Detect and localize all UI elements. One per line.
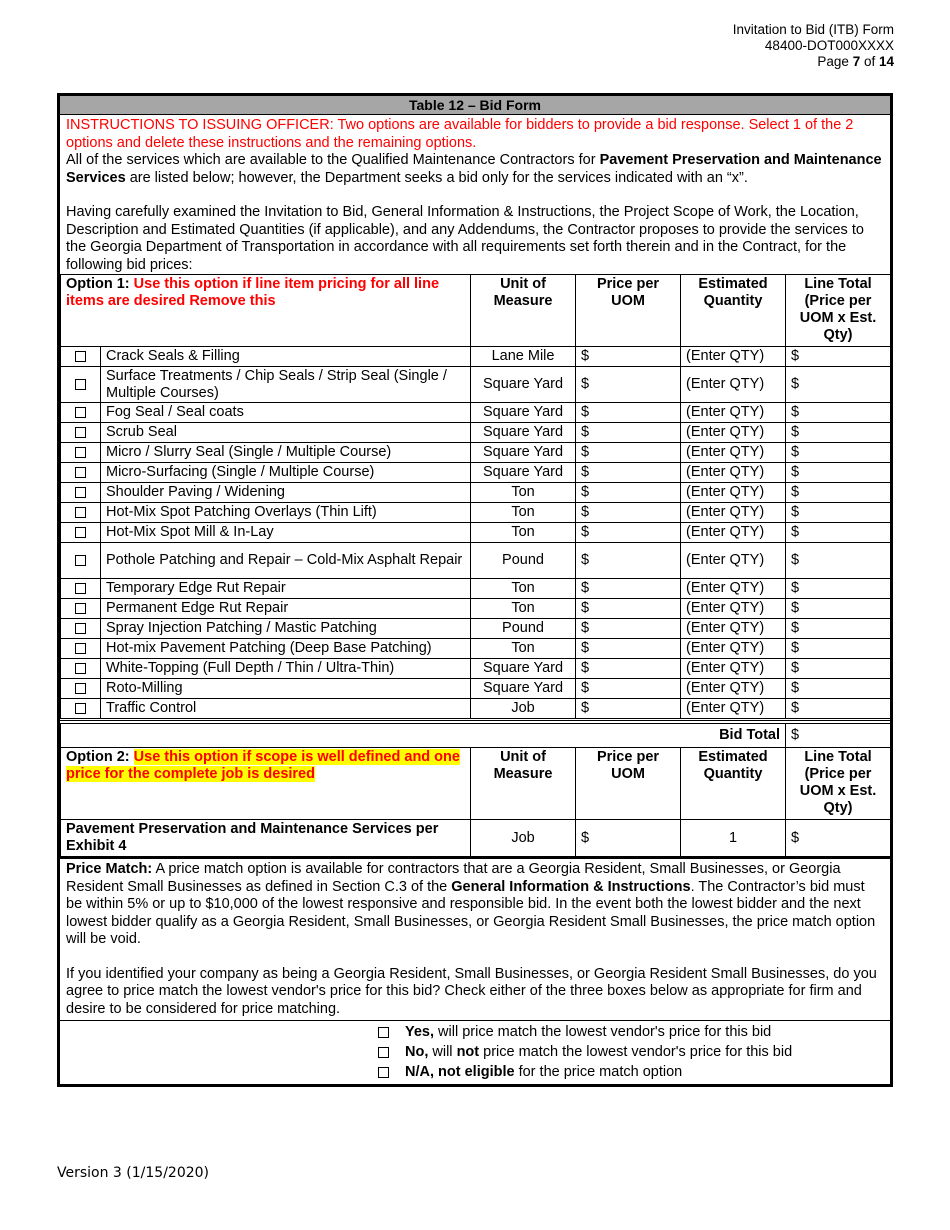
item-name: Scrub Seal [101, 423, 471, 443]
item-qty[interactable]: (Enter QTY) [681, 463, 786, 483]
table-row [61, 599, 891, 619]
item-uom: Square Yard [471, 659, 576, 679]
item-price[interactable]: $ [576, 639, 681, 659]
option2-service-name: Pavement Preservation and Maintenance Services per Exhibit 4 [61, 820, 471, 857]
price-match-choices [60, 1020, 890, 1084]
services-paragraph: All of the services which are available to the Qualified Maintenance Contractors for Pavement Preservation and Maintenance Services are listed below; however, the Department seeks a bid only for the services indicated with an “x”. [66, 152, 882, 186]
item-name: Micro-Surfacing (Single / Multiple Course) [101, 463, 471, 483]
table-row [61, 659, 891, 679]
item-total[interactable]: $ [786, 483, 891, 503]
form-number: 48400-DOT000XXXX [764, 38, 894, 53]
item-uom: Square Yard [471, 367, 576, 403]
option2-total[interactable]: $ [786, 820, 891, 857]
col-unit-of-measure: Unit of Measure [471, 275, 576, 347]
item-qty[interactable]: (Enter QTY) [681, 699, 786, 720]
item-uom: Pound [471, 619, 576, 639]
item-qty[interactable]: (Enter QTY) [681, 367, 786, 403]
version-footer: Version 3 (1/15/2020) [57, 1165, 209, 1181]
item-total[interactable]: $ [786, 619, 891, 639]
bid-total-label: Bid Total [61, 724, 786, 748]
col-estimated-quantity: Estimated Quantity [681, 275, 786, 347]
item-uom: Lane Mile [471, 347, 576, 367]
item-qty[interactable]: (Enter QTY) [681, 543, 786, 579]
item-price[interactable]: $ [576, 483, 681, 503]
item-qty[interactable]: (Enter QTY) [681, 483, 786, 503]
item-name: Fog Seal / Seal coats [101, 403, 471, 423]
option2-row [61, 820, 891, 857]
item-total[interactable]: $ [786, 523, 891, 543]
item-qty[interactable]: (Enter QTY) [681, 599, 786, 619]
item-name: Hot-Mix Spot Patching Overlays (Thin Lift) [101, 503, 471, 523]
item-total[interactable]: $ [786, 599, 891, 619]
option1-label: Option 1: Use this option if line item pricing for all line items are desired Remove this [61, 275, 471, 347]
item-total[interactable]: $ [786, 639, 891, 659]
col-price-per-uom: Price per UOM [576, 275, 681, 347]
table-row [61, 639, 891, 659]
item-qty[interactable]: (Enter QTY) [681, 679, 786, 699]
item-name: Crack Seals & Filling [101, 347, 471, 367]
page-number: Page 7 of 14 [817, 54, 894, 69]
item-price[interactable]: $ [576, 347, 681, 367]
item-name: Permanent Edge Rut Repair [101, 599, 471, 619]
item-checkbox[interactable] [75, 467, 86, 478]
item-uom: Square Yard [471, 443, 576, 463]
item-total[interactable]: $ [786, 543, 891, 579]
item-total[interactable]: $ [786, 367, 891, 403]
item-total[interactable]: $ [786, 463, 891, 483]
table-row [61, 699, 891, 720]
item-uom: Square Yard [471, 403, 576, 423]
item-uom: Ton [471, 579, 576, 599]
item-uom: Square Yard [471, 423, 576, 443]
table-row [61, 483, 891, 503]
item-total[interactable]: $ [786, 679, 891, 699]
item-qty[interactable]: (Enter QTY) [681, 619, 786, 639]
table-row [61, 579, 891, 599]
table-row [61, 463, 891, 483]
table-row [61, 679, 891, 699]
table-row [61, 443, 891, 463]
item-name: Roto-Milling [101, 679, 471, 699]
item-qty[interactable]: (Enter QTY) [681, 639, 786, 659]
item-total[interactable]: $ [786, 659, 891, 679]
item-checkbox[interactable] [75, 643, 86, 654]
item-checkbox[interactable] [75, 447, 86, 458]
item-price[interactable]: $ [576, 543, 681, 579]
form-title: Invitation to Bid (ITB) Form [732, 22, 894, 37]
item-price[interactable]: $ [576, 659, 681, 679]
item-price[interactable]: $ [576, 463, 681, 483]
bid-form-table [57, 93, 893, 1087]
item-uom: Job [471, 699, 576, 720]
item-total[interactable]: $ [786, 579, 891, 599]
item-uom: Square Yard [471, 679, 576, 699]
item-checkbox[interactable] [75, 583, 86, 594]
option2-header-row [61, 748, 891, 820]
table-row [61, 423, 891, 443]
item-price[interactable]: $ [576, 679, 681, 699]
option2-uom: Job [471, 820, 576, 857]
table-row [61, 619, 891, 639]
item-checkbox[interactable] [75, 603, 86, 614]
bid-total-row [61, 724, 891, 748]
item-checkbox[interactable] [75, 379, 86, 390]
item-price[interactable]: $ [576, 523, 681, 543]
item-total[interactable]: $ [786, 699, 891, 720]
item-name: Temporary Edge Rut Repair [101, 579, 471, 599]
col-line-total: Line Total (Price per UOM x Est. Qty) [786, 748, 891, 820]
item-price[interactable]: $ [576, 503, 681, 523]
item-uom: Ton [471, 639, 576, 659]
item-checkbox[interactable] [75, 527, 86, 538]
item-qty[interactable]: (Enter QTY) [681, 347, 786, 367]
item-total[interactable]: $ [786, 443, 891, 463]
item-total[interactable]: $ [786, 347, 891, 367]
item-checkbox[interactable] [75, 407, 86, 418]
table-row [61, 503, 891, 523]
item-uom: Ton [471, 523, 576, 543]
item-uom: Pound [471, 543, 576, 579]
item-qty[interactable]: (Enter QTY) [681, 659, 786, 679]
item-name: Surface Treatments / Chip Seals / Strip Seal (Single / Multiple Courses) [101, 367, 471, 403]
col-estimated-quantity: Estimated Quantity [681, 748, 786, 820]
item-checkbox[interactable] [75, 555, 86, 566]
item-name: Micro / Slurry Seal (Single / Multiple Course) [101, 443, 471, 463]
item-total[interactable]: $ [786, 403, 891, 423]
intro-text [60, 115, 890, 274]
item-total[interactable]: $ [786, 423, 891, 443]
item-uom: Ton [471, 599, 576, 619]
item-price[interactable]: $ [576, 699, 681, 720]
item-qty[interactable]: (Enter QTY) [681, 579, 786, 599]
item-qty[interactable]: (Enter QTY) [681, 423, 786, 443]
col-line-total: Line Total (Price per UOM x Est. Qty) [786, 275, 891, 347]
table-row [61, 523, 891, 543]
item-checkbox[interactable] [75, 487, 86, 498]
price-match-section [60, 857, 890, 1020]
examined-paragraph: Having carefully examined the Invitation to Bid, General Information & Instructions, the Project Scope of Work, the Location, Description and Estimated Quantities (if applicable), and any Addendums, the Contractor proposes to provide the services to the Georgia Department of Transportation in accordance with all requirements set forth therein and in the Contract, for the following bid prices: [66, 204, 864, 273]
item-qty[interactable]: (Enter QTY) [681, 403, 786, 423]
item-checkbox[interactable] [75, 427, 86, 438]
table-row [61, 543, 891, 579]
bid-total-value[interactable]: $ [786, 724, 891, 748]
choice-no[interactable]: No, will not price match the lowest vendor's price for this bid [378, 1042, 890, 1062]
item-qty[interactable]: (Enter QTY) [681, 523, 786, 543]
item-price[interactable]: $ [576, 443, 681, 463]
item-price[interactable]: $ [576, 579, 681, 599]
option1-table [60, 274, 891, 857]
item-price[interactable]: $ [576, 367, 681, 403]
na-checkbox[interactable] [378, 1067, 389, 1078]
issuing-officer-instructions: INSTRUCTIONS TO ISSUING OFFICER: Two options are available for bidders to provide a bid response. Select 1 of the 2 options and delete these instructions and the remaining options. [66, 117, 854, 151]
item-price[interactable]: $ [576, 599, 681, 619]
item-checkbox[interactable] [75, 351, 86, 362]
item-uom: Ton [471, 483, 576, 503]
item-name: Hot-mix Pavement Patching (Deep Base Patching) [101, 639, 471, 659]
page-header [733, 22, 894, 70]
option2-qty: 1 [681, 820, 786, 857]
item-checkbox[interactable] [75, 663, 86, 674]
item-qty[interactable]: (Enter QTY) [681, 443, 786, 463]
item-checkbox[interactable] [75, 683, 86, 694]
item-uom: Ton [471, 503, 576, 523]
item-name: Traffic Control [101, 699, 471, 720]
item-uom: Square Yard [471, 463, 576, 483]
item-total[interactable]: $ [786, 503, 891, 523]
item-checkbox[interactable] [75, 623, 86, 634]
price-match-paragraph: Price Match: A price match option is available for contractors that are a Georgia Resident, Small Businesses, or Georgia Resident Small Businesses as defined in Section C.3 of the General Information & Instructions. The Contractor’s bid must be within 5% or up to $10,000 of the lowest responsive and responsible bid. In the event both the lowest bidder and the next lowest bidder qualify as a Georgia Resident, Small Businesses, or Georgia Resident Small Businesses, the price match option will be void. [66, 861, 876, 947]
option1-header-row [61, 275, 891, 347]
item-price[interactable]: $ [576, 619, 681, 639]
item-price[interactable]: $ [576, 403, 681, 423]
item-name: White-Topping (Full Depth / Thin / Ultra-Thin) [101, 659, 471, 679]
item-name: Hot-Mix Spot Mill & In-Lay [101, 523, 471, 543]
item-name: Shoulder Paving / Widening [101, 483, 471, 503]
no-checkbox[interactable] [378, 1047, 389, 1058]
item-checkbox[interactable] [75, 703, 86, 714]
table-row [61, 403, 891, 423]
choice-na[interactable]: N/A, not eligible for the price match option [378, 1062, 890, 1082]
col-unit-of-measure: Unit of Measure [471, 748, 576, 820]
item-qty[interactable]: (Enter QTY) [681, 503, 786, 523]
item-name: Pothole Patching and Repair – Cold-Mix Asphalt Repair [101, 543, 471, 579]
table-row [61, 367, 891, 403]
option2-label: Option 2: Use this option if scope is well defined and one price for the complete job is desired [61, 748, 471, 820]
item-price[interactable]: $ [576, 423, 681, 443]
table-row [61, 347, 891, 367]
col-price-per-uom: Price per UOM [576, 748, 681, 820]
choice-yes[interactable]: Yes, will price match the lowest vendor's price for this bid [378, 1022, 890, 1042]
yes-checkbox[interactable] [378, 1027, 389, 1038]
table-title: Table 12 – Bid Form [60, 96, 890, 115]
option2-price[interactable]: $ [576, 820, 681, 857]
price-match-question: If you identified your company as being a Georgia Resident, Small Businesses, or Georgia Resident Small Businesses, do you agree to price match the lowest vendor's price for this bid? Check either of the three boxes below as appropriate for firm and desire to be considered for price matching. [66, 965, 877, 1017]
item-checkbox[interactable] [75, 507, 86, 518]
item-name: Spray Injection Patching / Mastic Patching [101, 619, 471, 639]
